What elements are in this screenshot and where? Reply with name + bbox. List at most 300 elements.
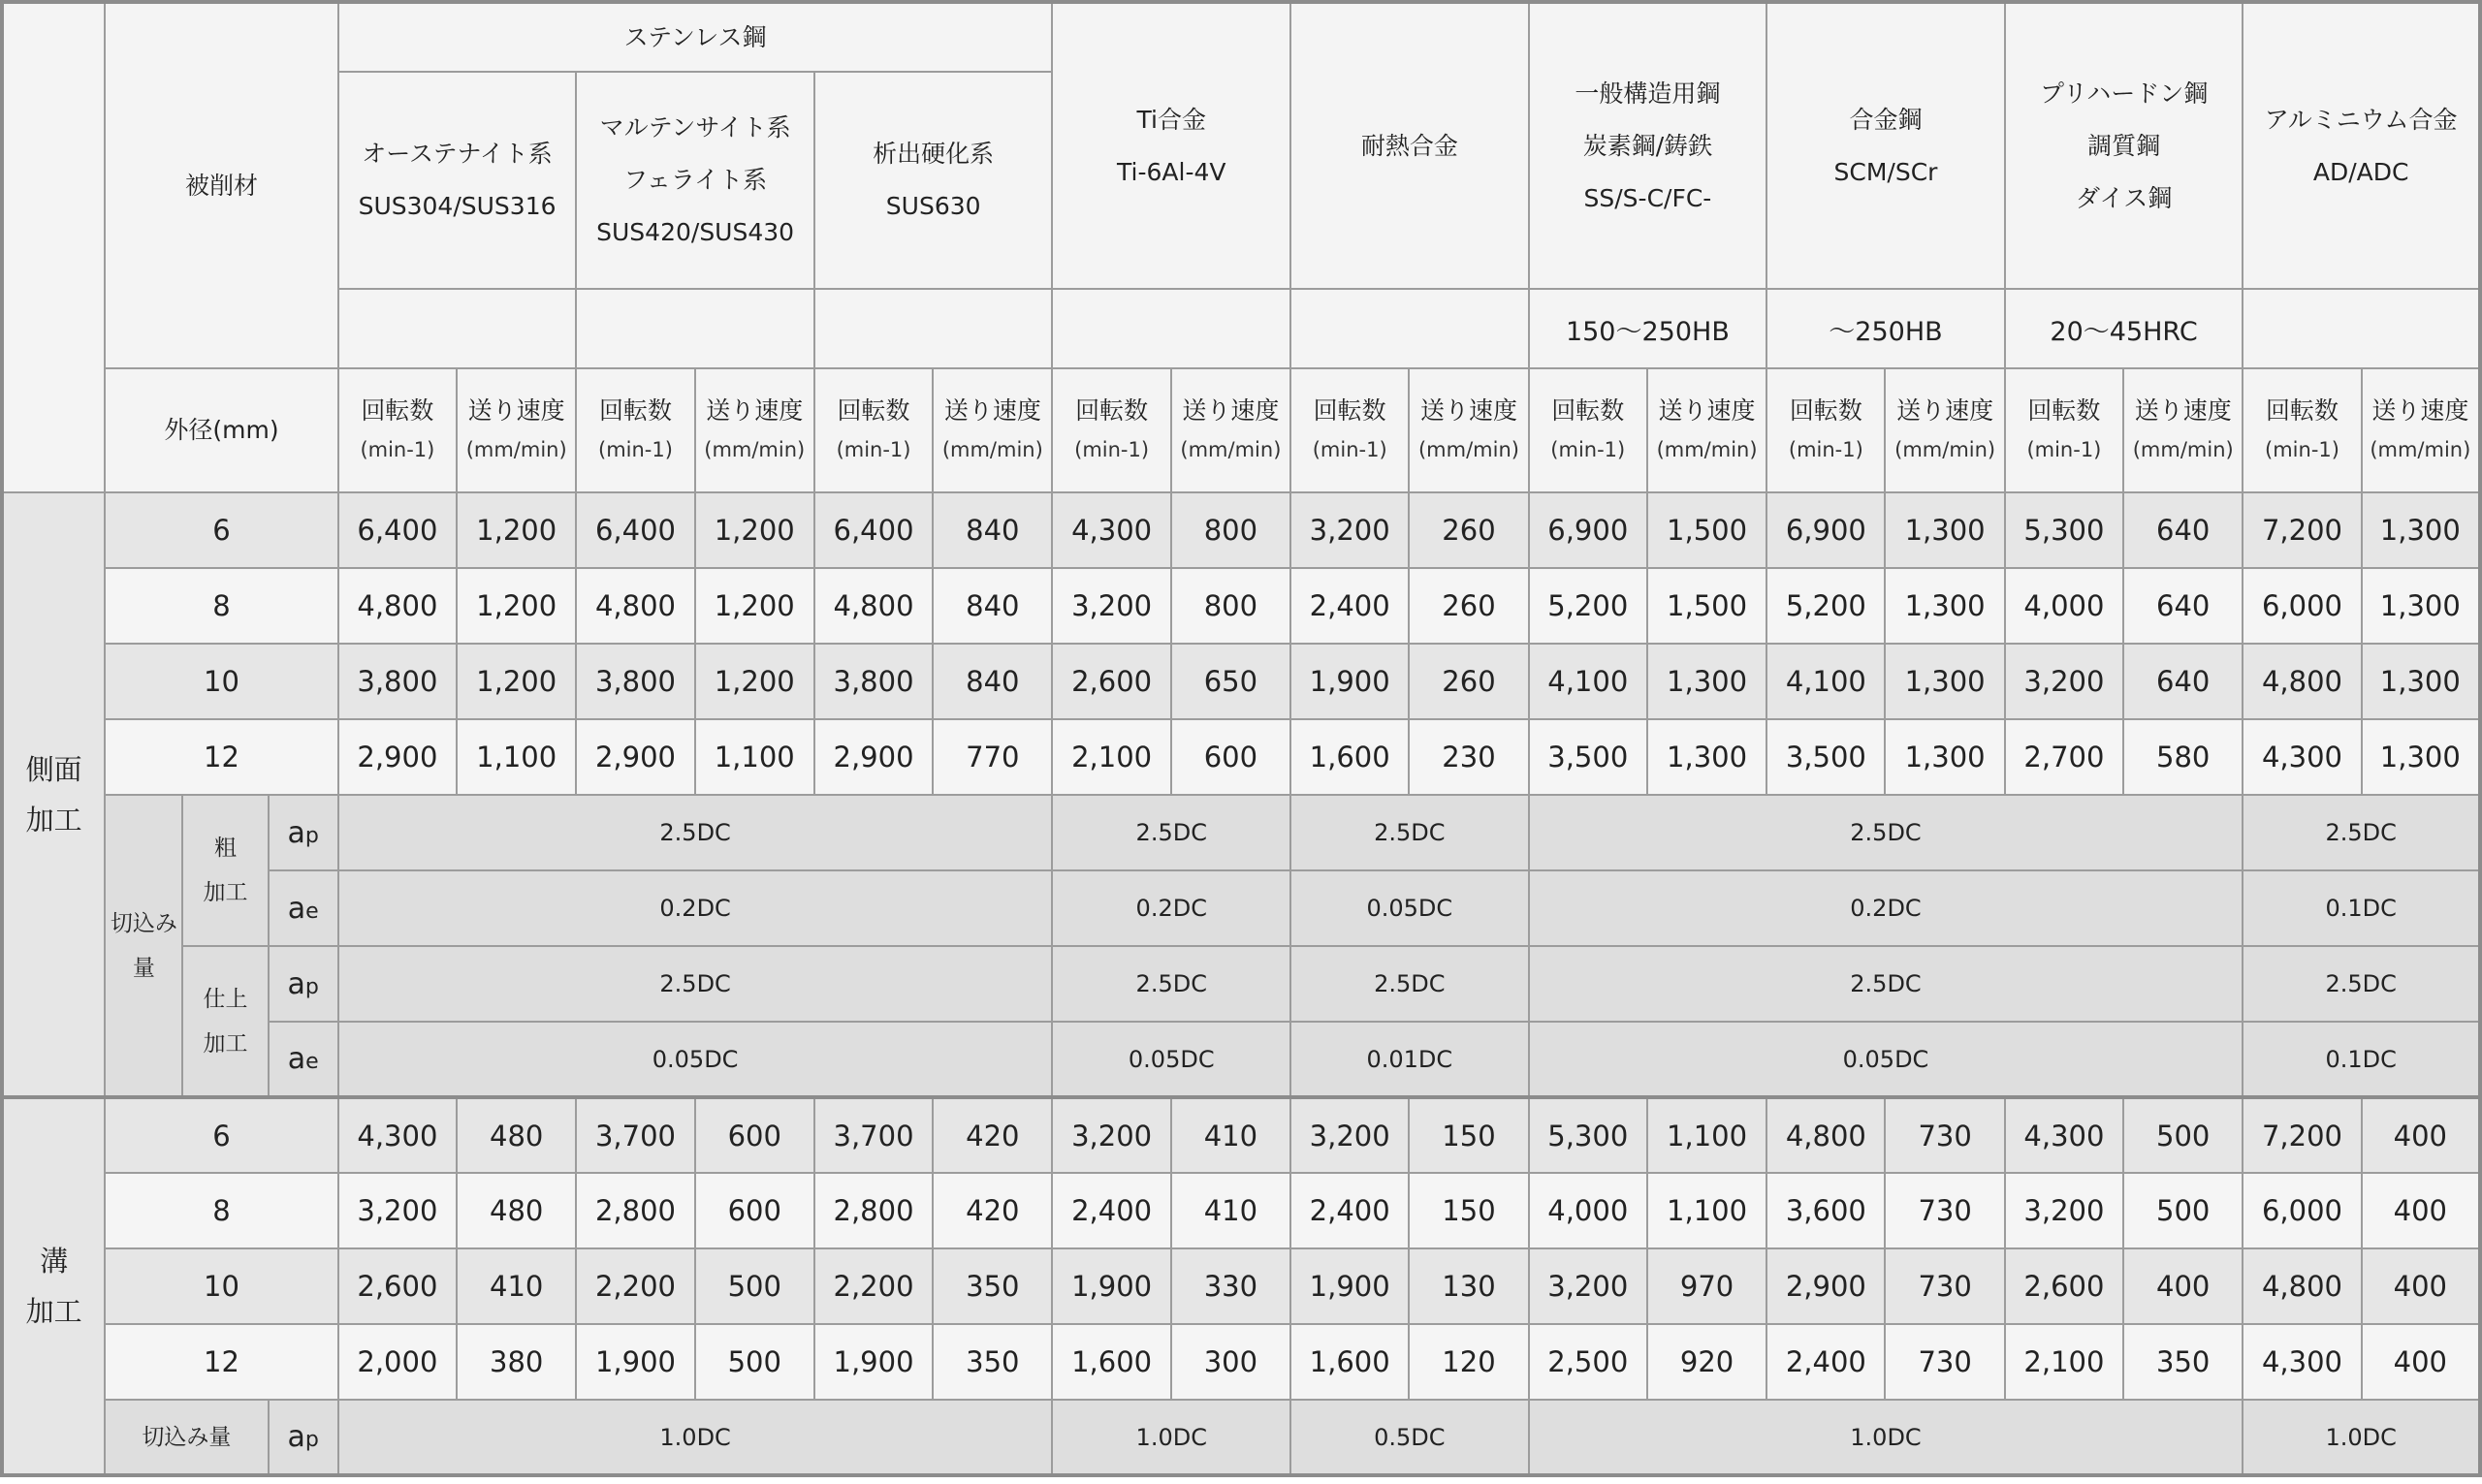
speed-value: 2,100 (1052, 719, 1170, 795)
diameter-cell: 10 (105, 1248, 338, 1324)
speed-value: 6,400 (338, 492, 457, 568)
feed-value: 730 (1885, 1248, 2004, 1324)
speed-value: 7,200 (2243, 1097, 2361, 1173)
speed-value: 2,900 (576, 719, 694, 795)
feed-value: 1,200 (695, 492, 814, 568)
feed-value: 260 (1409, 568, 1528, 644)
ae-symbol (269, 1022, 338, 1097)
feed-label: 送り速度 (943, 396, 1041, 425)
speed-value: 6,400 (814, 492, 933, 568)
speed-value: 2,400 (1052, 1173, 1170, 1248)
speed-value: 3,500 (1766, 719, 1885, 795)
speed-value: 2,400 (1766, 1324, 1885, 1400)
speed-label: 回転数 (2265, 396, 2339, 425)
feed-value: 730 (1885, 1097, 2004, 1173)
side-milling-label (2, 492, 105, 1097)
slot-ap-value: 1.0DC (338, 1400, 1053, 1475)
finish-ae-value: 0.01DC (1290, 1022, 1529, 1097)
corner-cell (2, 2, 105, 492)
speed-unit: (min-1) (1550, 438, 1626, 461)
table-row (2, 1248, 2480, 1324)
diameter-cell: 8 (105, 568, 338, 644)
speed-unit: (min-1) (1074, 438, 1150, 461)
speed-value: 3,800 (338, 644, 457, 719)
feed-value: 300 (1171, 1324, 1290, 1400)
finish-ae-value: 0.05DC (1529, 1022, 2243, 1097)
feed-value: 500 (695, 1248, 814, 1324)
feed-value: 1,200 (695, 644, 814, 719)
speed-value: 1,900 (1290, 1248, 1409, 1324)
speed-unit: (min-1) (836, 438, 911, 461)
material-header-heat-resistant-line: 耐熱合金 (1360, 131, 1458, 160)
feed-value: 400 (2362, 1324, 2480, 1400)
speed-value: 4,800 (576, 568, 694, 644)
speed-value: 2,900 (338, 719, 457, 795)
material-header-austenitic-line: オーステナイト系 (362, 140, 553, 168)
feed-header (695, 368, 814, 492)
speed-unit: (min-1) (1312, 438, 1387, 461)
material-header-prehardened-steel-line: 調質鋼 (2087, 131, 2161, 160)
speed-value: 3,700 (576, 1097, 694, 1173)
speed-value: 4,800 (338, 568, 457, 644)
speed-value: 3,500 (1529, 719, 1647, 795)
feed-value: 1,500 (1647, 492, 1766, 568)
side-milling-label-line: 側面 (25, 752, 82, 786)
speed-header (2243, 368, 2361, 492)
feed-value: 410 (1171, 1097, 1290, 1173)
feed-value: 1,300 (1885, 719, 2004, 795)
slot-ap-value: 1.0DC (2243, 1400, 2480, 1475)
feed-value: 350 (933, 1324, 1052, 1400)
feed-value: 840 (933, 644, 1052, 719)
slot-ap-value: 1.0DC (1529, 1400, 2243, 1475)
feed-value: 1,100 (695, 719, 814, 795)
feed-value: 410 (457, 1248, 576, 1324)
speed-header (1529, 368, 1647, 492)
feed-value: 420 (933, 1097, 1052, 1173)
speed-value: 2,400 (1290, 568, 1409, 644)
feed-label: 送り速度 (706, 396, 804, 425)
side-milling-label-line: 加工 (25, 803, 82, 837)
feed-value: 1,100 (1647, 1097, 1766, 1173)
speed-value: 4,300 (2005, 1097, 2123, 1173)
feed-value: 1,100 (457, 719, 576, 795)
speed-value: 1,600 (1290, 719, 1409, 795)
speed-unit: (min-1) (2026, 438, 2102, 461)
diameter-cell: 12 (105, 1324, 338, 1400)
feed-value: 600 (695, 1097, 814, 1173)
feed-label: 送り速度 (1658, 396, 1756, 425)
rough-ap-value: 2.5DC (1290, 795, 1529, 870)
finish-machining-label-line: 仕上 (203, 986, 248, 1012)
speed-value: 4,100 (1529, 644, 1647, 719)
feed-value: 400 (2362, 1173, 2480, 1248)
speed-value: 2,600 (1052, 644, 1170, 719)
speed-value: 6,900 (1766, 492, 1885, 568)
material-header-structural-steel-line: 炭素鋼/鋳鉄 (1582, 131, 1713, 160)
workpiece-label: 被削材 (105, 2, 338, 368)
feed-value: 150 (1409, 1173, 1528, 1248)
slotting-label-line: 加工 (25, 1295, 82, 1328)
feed-unit: (mm/min) (1894, 438, 1996, 461)
finish-ae-row (2, 1022, 2480, 1097)
feed-value: 1,200 (695, 568, 814, 644)
material-header-aluminum (2243, 2, 2480, 289)
diameter-cell: 8 (105, 1173, 338, 1248)
table-row (2, 1173, 2480, 1248)
feed-header (1409, 368, 1528, 492)
finish-machining-label (182, 946, 268, 1097)
feed-value: 1,300 (1647, 644, 1766, 719)
speed-value: 1,900 (1290, 644, 1409, 719)
ap-symbol-letter: a (287, 1420, 305, 1454)
ap-symbol-letter: a (287, 815, 305, 850)
speed-label: 回転数 (1789, 396, 1862, 425)
speed-value: 3,800 (576, 644, 694, 719)
speed-value: 5,200 (1766, 568, 1885, 644)
feed-value: 840 (933, 492, 1052, 568)
speed-value: 4,800 (2243, 1248, 2361, 1324)
material-header-alloy-steel-line: SCM/SCr (1833, 157, 1938, 186)
feed-value: 1,300 (2362, 719, 2480, 795)
rough-machining-label (182, 795, 268, 946)
hardness-alloy-steel: ～250HB (1766, 289, 2005, 368)
feed-unit: (mm/min) (1656, 438, 1758, 461)
finish-ap-value: 2.5DC (338, 946, 1053, 1022)
speed-value: 2,900 (1766, 1248, 1885, 1324)
feed-label: 送り速度 (2134, 396, 2232, 425)
speed-label: 回転数 (2027, 396, 2101, 425)
feed-value: 500 (2123, 1097, 2243, 1173)
feed-label: 送り速度 (1182, 396, 1280, 425)
feed-value: 800 (1171, 492, 1290, 568)
feed-value: 650 (1171, 644, 1290, 719)
feed-value: 580 (2123, 719, 2243, 795)
speed-value: 2,800 (814, 1173, 933, 1248)
feed-value: 400 (2123, 1248, 2243, 1324)
finish-ap-value: 2.5DC (1290, 946, 1529, 1022)
speed-unit: (min-1) (598, 438, 673, 461)
material-header-precipitation-line: 析出硬化系 (873, 140, 995, 168)
rough-machining-label-line: 粗 (214, 836, 237, 861)
finish-ae-value: 0.1DC (2243, 1022, 2480, 1097)
material-header-martensitic-line: SUS420/SUS430 (596, 218, 795, 246)
finish-ap-value: 2.5DC (2243, 946, 2480, 1022)
speed-unit: (min-1) (360, 438, 435, 461)
speed-value: 2,000 (338, 1324, 457, 1400)
rough-ae-value: 0.2DC (1052, 870, 1290, 946)
slotting-label (2, 1097, 105, 1475)
feed-value: 640 (2123, 568, 2243, 644)
hardness-prehardened-steel: 20～45HRC (2005, 289, 2243, 368)
table-row (2, 644, 2480, 719)
speed-value: 1,900 (1052, 1248, 1170, 1324)
feed-value: 480 (457, 1173, 576, 1248)
speed-label: 回転数 (1075, 396, 1149, 425)
speed-header (338, 368, 457, 492)
feed-label: 送り速度 (1419, 396, 1517, 425)
feed-value: 1,100 (1647, 1173, 1766, 1248)
feed-header (2362, 368, 2480, 492)
ap-symbol-subscript: p (304, 974, 319, 999)
speed-value: 2,500 (1529, 1324, 1647, 1400)
feed-value: 920 (1647, 1324, 1766, 1400)
table-row (2, 568, 2480, 644)
slotting-label-line: 溝 (40, 1245, 69, 1278)
speed-header (1766, 368, 1885, 492)
slot-ap-value: 1.0DC (1052, 1400, 1290, 1475)
diameter-cell: 6 (105, 492, 338, 568)
speed-value: 3,200 (1052, 1097, 1170, 1173)
ae-symbol (269, 870, 338, 946)
feed-value: 400 (2362, 1097, 2480, 1173)
hardness-martensitic (576, 289, 814, 368)
speed-value: 6,000 (2243, 568, 2361, 644)
diameter-label: 外径(mm) (105, 368, 338, 492)
feed-value: 1,300 (2362, 644, 2480, 719)
material-header-structural-steel-line: 一般構造用鋼 (1575, 79, 1721, 108)
feed-header (933, 368, 1052, 492)
speed-value: 1,900 (576, 1324, 694, 1400)
material-header-precipitation-line: SUS630 (885, 192, 981, 220)
speed-value: 4,300 (2243, 719, 2361, 795)
feed-value: 420 (933, 1173, 1052, 1248)
speed-value: 2,700 (2005, 719, 2123, 795)
rough-ap-value: 2.5DC (2243, 795, 2480, 870)
speed-value: 4,100 (1766, 644, 1885, 719)
feed-value: 400 (2362, 1248, 2480, 1324)
feed-value: 350 (2123, 1324, 2243, 1400)
speed-value: 1,900 (814, 1324, 933, 1400)
diameter-cell: 6 (105, 1097, 338, 1173)
material-header-aluminum-line: アルミニウム合金 (2264, 105, 2458, 134)
speed-value: 6,400 (576, 492, 694, 568)
speed-unit: (min-1) (2265, 438, 2339, 461)
feed-value: 330 (1171, 1248, 1290, 1324)
material-header-alloy-steel-line: 合金鋼 (1849, 105, 1923, 134)
feed-header (2123, 368, 2243, 492)
finish-ap-row (2, 946, 2480, 1022)
speed-header (2005, 368, 2123, 492)
feed-value: 120 (1409, 1324, 1528, 1400)
feed-unit: (mm/min) (1417, 438, 1519, 461)
speed-header (814, 368, 933, 492)
feed-label: 送り速度 (467, 396, 565, 425)
finish-machining-label-line: 加工 (203, 1030, 248, 1057)
rough-ae-value: 0.2DC (338, 870, 1053, 946)
feed-value: 260 (1409, 644, 1528, 719)
material-header-precipitation (814, 72, 1053, 289)
feed-value: 480 (457, 1097, 576, 1173)
table-row (2, 1097, 2480, 1173)
feed-value: 730 (1885, 1324, 2004, 1400)
speed-value: 7,200 (2243, 492, 2361, 568)
speed-value: 4,800 (814, 568, 933, 644)
feed-header (1885, 368, 2004, 492)
speed-value: 4,300 (338, 1097, 457, 1173)
speed-value: 2,200 (814, 1248, 933, 1324)
depth-of-cut-label (105, 795, 182, 1097)
feed-value: 840 (933, 568, 1052, 644)
feed-label: 送り速度 (2371, 396, 2469, 425)
speed-value: 2,100 (2005, 1324, 2123, 1400)
feed-value: 230 (1409, 719, 1528, 795)
slot-ap-row (2, 1400, 2480, 1475)
ap-symbol (269, 795, 338, 870)
speed-label: 回転数 (1551, 396, 1625, 425)
feed-header (1647, 368, 1766, 492)
ae-symbol-subscript: e (305, 899, 319, 924)
hardness-aluminum (2243, 289, 2480, 368)
depth-of-cut-label-line: 切込み (110, 910, 177, 936)
finish-ae-value: 0.05DC (1052, 1022, 1290, 1097)
hardness-precipitation (814, 289, 1053, 368)
speed-value: 3,200 (1290, 492, 1409, 568)
speed-header (576, 368, 694, 492)
material-header-prehardened-steel-line: プリハードン鋼 (2039, 79, 2209, 108)
feed-value: 970 (1647, 1248, 1766, 1324)
material-header-prehardened-steel-line: ダイス鋼 (2075, 183, 2173, 212)
finish-ae-value: 0.05DC (338, 1022, 1053, 1097)
speed-value: 4,300 (1052, 492, 1170, 568)
ap-symbol (269, 1400, 338, 1475)
speed-header (1290, 368, 1409, 492)
rough-ae-value: 0.05DC (1290, 870, 1529, 946)
rough-ae-value: 0.1DC (2243, 870, 2480, 946)
rough-ae-value: 0.2DC (1529, 870, 2243, 946)
depth-of-cut-label-line: 量 (132, 955, 155, 981)
speed-header (1052, 368, 1170, 492)
material-header-alloy-steel (1766, 2, 2005, 289)
feed-unit: (mm/min) (1180, 438, 1282, 461)
speed-value: 5,300 (1529, 1097, 1647, 1173)
feed-value: 410 (1171, 1173, 1290, 1248)
feed-value: 1,300 (1885, 568, 2004, 644)
material-header-ti (1052, 2, 1290, 289)
speed-label: 回転数 (1313, 396, 1386, 425)
rough-ap-row (2, 795, 2480, 870)
feed-value: 800 (1171, 568, 1290, 644)
speed-value: 4,000 (1529, 1173, 1647, 1248)
ae-symbol-letter: a (287, 891, 306, 926)
feed-value: 640 (2123, 644, 2243, 719)
feed-unit: (mm/min) (2370, 438, 2471, 461)
rough-machining-label-line: 加工 (203, 880, 248, 905)
feed-value: 1,300 (2362, 492, 2480, 568)
feed-value: 1,500 (1647, 568, 1766, 644)
material-header-structural-steel-line: SS/S-C/FC- (1583, 183, 1712, 212)
diameter-cell: 12 (105, 719, 338, 795)
speed-label: 回転数 (598, 396, 672, 425)
speed-value: 3,700 (814, 1097, 933, 1173)
feed-value: 350 (933, 1248, 1052, 1324)
speed-value: 2,200 (576, 1248, 694, 1324)
material-header-martensitic-line: マルテンサイト系 (599, 113, 791, 142)
feed-unit: (mm/min) (2132, 438, 2234, 461)
speed-value: 6,900 (1529, 492, 1647, 568)
feed-header (1171, 368, 1290, 492)
speed-label: 回転数 (361, 396, 434, 425)
speed-value: 2,900 (814, 719, 933, 795)
table-row (2, 1324, 2480, 1400)
speed-value: 4,800 (1766, 1097, 1885, 1173)
feed-value: 380 (457, 1324, 576, 1400)
feed-value: 1,300 (1885, 492, 2004, 568)
finish-ap-value: 2.5DC (1052, 946, 1290, 1022)
feed-unit: (mm/min) (465, 438, 567, 461)
ap-symbol-subscript: p (304, 823, 319, 848)
ap-symbol (269, 946, 338, 1022)
slot-depth-of-cut-label: 切込み量 (105, 1400, 268, 1475)
feed-value: 730 (1885, 1173, 2004, 1248)
speed-value: 3,200 (1052, 568, 1170, 644)
speed-value: 1,600 (1052, 1324, 1170, 1400)
speed-value: 4,000 (2005, 568, 2123, 644)
material-header-heat-resistant (1290, 2, 1529, 289)
feed-value: 150 (1409, 1097, 1528, 1173)
material-header-martensitic-line: フェライト系 (623, 166, 768, 194)
material-header-martensitic (576, 72, 814, 289)
feed-unit: (mm/min) (704, 438, 806, 461)
feed-value: 1,300 (1885, 644, 2004, 719)
feed-header (457, 368, 576, 492)
speed-value: 1,600 (1290, 1324, 1409, 1400)
feed-value: 260 (1409, 492, 1528, 568)
ae-symbol-letter: a (287, 1042, 306, 1076)
speed-value: 3,200 (338, 1173, 457, 1248)
diameter-cell: 10 (105, 644, 338, 719)
hardness-austenitic (338, 289, 577, 368)
material-header-structural-steel (1529, 2, 1767, 289)
hardness-structural-steel: 150～250HB (1529, 289, 1767, 368)
ae-symbol-subscript: e (305, 1050, 319, 1074)
feed-value: 500 (695, 1324, 814, 1400)
feed-value: 1,200 (457, 492, 576, 568)
table-row (2, 719, 2480, 795)
speed-value: 4,800 (2243, 644, 2361, 719)
speed-value: 3,800 (814, 644, 933, 719)
speed-value: 3,200 (2005, 644, 2123, 719)
material-header-ti-line: Ti合金 (1136, 105, 1206, 134)
feed-value: 500 (2123, 1173, 2243, 1248)
feed-value: 770 (933, 719, 1052, 795)
speed-value: 5,300 (2005, 492, 2123, 568)
finish-ap-value: 2.5DC (1529, 946, 2243, 1022)
speed-unit: (min-1) (1788, 438, 1863, 461)
speed-value: 3,200 (1529, 1248, 1647, 1324)
speed-value: 3,200 (1290, 1097, 1409, 1173)
rough-ae-row (2, 870, 2480, 946)
speed-value: 3,600 (1766, 1173, 1885, 1248)
speed-value: 2,600 (338, 1248, 457, 1324)
hardness-heat-resistant (1290, 289, 1529, 368)
feed-value: 130 (1409, 1248, 1528, 1324)
rough-ap-value: 2.5DC (1052, 795, 1290, 870)
feed-value: 600 (695, 1173, 814, 1248)
feed-value: 1,200 (457, 644, 576, 719)
feed-value: 1,300 (2362, 568, 2480, 644)
feed-unit: (mm/min) (941, 438, 1043, 461)
material-header-ti-line: Ti-6Al-4V (1117, 157, 1226, 186)
speed-value: 5,200 (1529, 568, 1647, 644)
feed-value: 1,200 (457, 568, 576, 644)
rough-ap-value: 2.5DC (338, 795, 1053, 870)
material-header-aluminum-line: AD/ADC (2312, 157, 2409, 186)
table-row (2, 492, 2480, 568)
speed-value: 6,000 (2243, 1173, 2361, 1248)
material-header-prehardened-steel (2005, 2, 2243, 289)
feed-value: 1,300 (1647, 719, 1766, 795)
